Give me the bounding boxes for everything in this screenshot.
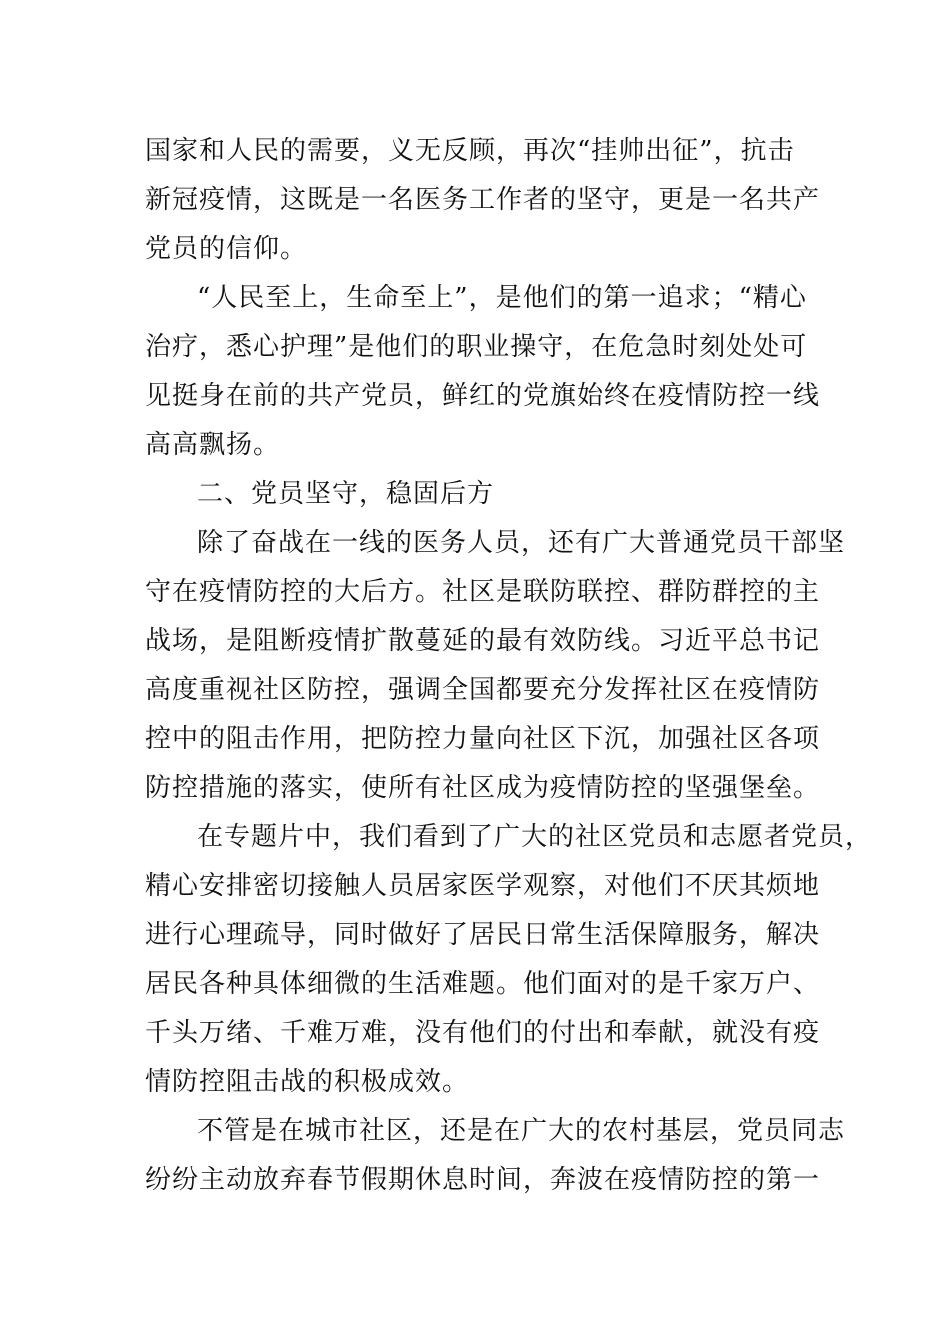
text-line: 情防控阻击战的积极成效。 [145, 1067, 470, 1097]
text-line: 进行心理疏导，同时做好了居民日常生活保障服务，解决 [145, 920, 821, 950]
text-line: 控中的阻击作用，把防控力量向社区下沉，加强社区各项 [145, 724, 821, 754]
text-line: 守在疫情防控的大后方。社区是联防联控、群防群控的主 [145, 577, 821, 607]
text-line: 国家和人民的需要，义无反顾，再次“挂帅出征”，抗击 [145, 136, 795, 166]
text-line: 高度重视社区防控，强调全国都要充分发挥社区在疫情防 [145, 675, 821, 705]
paragraph-start-line: 不管是在城市社区，还是在广大的农村基层，党员同志 [197, 1116, 846, 1146]
text-line: 战场，是阻断疫情扩散蔓延的最有效防线。习近平总书记 [145, 626, 821, 656]
text-line: 千头万绪、千难万难，没有他们的付出和奉献，就没有疫 [145, 1018, 821, 1048]
text-line: 见挺身在前的共产党员，鲜红的党旗始终在疫情防控一线 [145, 381, 821, 411]
text-line: 防控措施的落实，使所有社区成为疫情防控的坚强堡垒。 [145, 773, 821, 803]
text-line: 新冠疫情，这既是一名医务工作者的坚守，更是一名共产 [145, 185, 821, 215]
text-line: 纷纷主动放弃春节假期休息时间，奔波在疫情防控的第一 [145, 1165, 821, 1195]
paragraph-start-line: 在专题片中，我们看到了广大的社区党员和志愿者党员， [197, 822, 873, 852]
text-line: 居民各种具体细微的生活难题。他们面对的是千家万户、 [145, 969, 821, 999]
paragraph-start-line: 除了奋战在一线的医务人员，还有广大普通党员干部坚 [197, 528, 846, 558]
section-heading: 二、党员坚守，稳固后方 [197, 479, 495, 509]
paragraph-start-line: “人民至上，生命至上”，是他们的第一追求；“精心 [197, 283, 807, 313]
text-line: 党员的信仰。 [145, 234, 308, 264]
text-line: 高高飘扬。 [145, 430, 281, 460]
document-body [145, 127, 873, 1205]
text-line: 精心安排密切接触人员居家医学观察，对他们不厌其烦地 [145, 871, 821, 901]
text-line: 治疗，悉心护理”是他们的职业操守，在危急时刻处处可 [145, 332, 808, 362]
